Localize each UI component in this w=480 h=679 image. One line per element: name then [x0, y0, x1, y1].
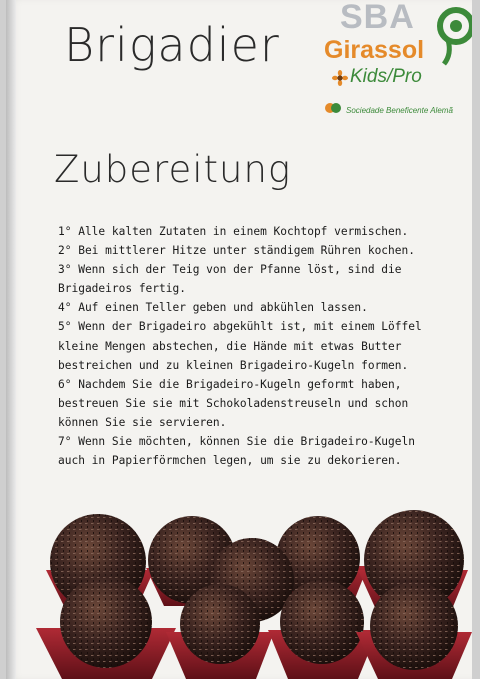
instruction-line: Brigadeiros fertig. — [58, 282, 186, 296]
sunflower-icon — [332, 70, 348, 86]
instruction-line: 7° Wenn Sie möchten, können Sie die Brigadeiro-Kugeln — [58, 435, 415, 449]
recipe-page — [6, 0, 472, 679]
logo-tagline: Sociedade Beneficente Alemã — [346, 106, 453, 115]
sba-girassol-logo — [316, 2, 472, 122]
logo-girassol-text: Girassol — [324, 36, 425, 64]
logo-swirl-icon — [436, 4, 472, 66]
section-title: Zubereitung — [54, 148, 292, 191]
instruction-line: 5° Wenn der Brigadeiro abgekühlt ist, mit einem Löffel — [58, 320, 422, 334]
instruction-list — [58, 222, 468, 470]
instruction-line: auch in Papierförmchen legen, um sie zu dekorieren. — [58, 454, 402, 468]
instruction-line: können Sie sie servieren. — [58, 415, 227, 429]
recipe-title: Brigadier — [64, 18, 280, 72]
logo-kids-pro-text: Kids/Pro — [350, 66, 422, 87]
instruction-line: 3° Wenn sich der Teig von der Pfanne löst, sind die — [58, 263, 402, 277]
instruction-line: 1° Alle kalten Zutaten in einem Kochtopf vermischen. — [58, 225, 409, 238]
instruction-line: bestreichen und zu kleinen Brigadeiro-Kugeln formen. — [58, 358, 409, 372]
instruction-line: 4° Auf einen Teller geben und abkühlen lassen. — [58, 301, 368, 315]
instruction-line: 2° Bei mittlerer Hitze unter ständigem Rühren kochen. — [58, 244, 415, 258]
instruction-line: 6° Nachdem Sie die Brigadeiro-Kugeln geformt haben, — [58, 377, 402, 391]
instruction-line: kleine Mengen abstechen, die Hände mit etwas Butter — [58, 339, 402, 353]
logo-sba-text: SBA — [340, 0, 415, 36]
instruction-line: bestreuen Sie sie mit Schokoladenstreuseln und schon — [58, 396, 409, 410]
sba-small-icon — [324, 102, 342, 114]
brigadeiro-photo — [6, 510, 472, 679]
